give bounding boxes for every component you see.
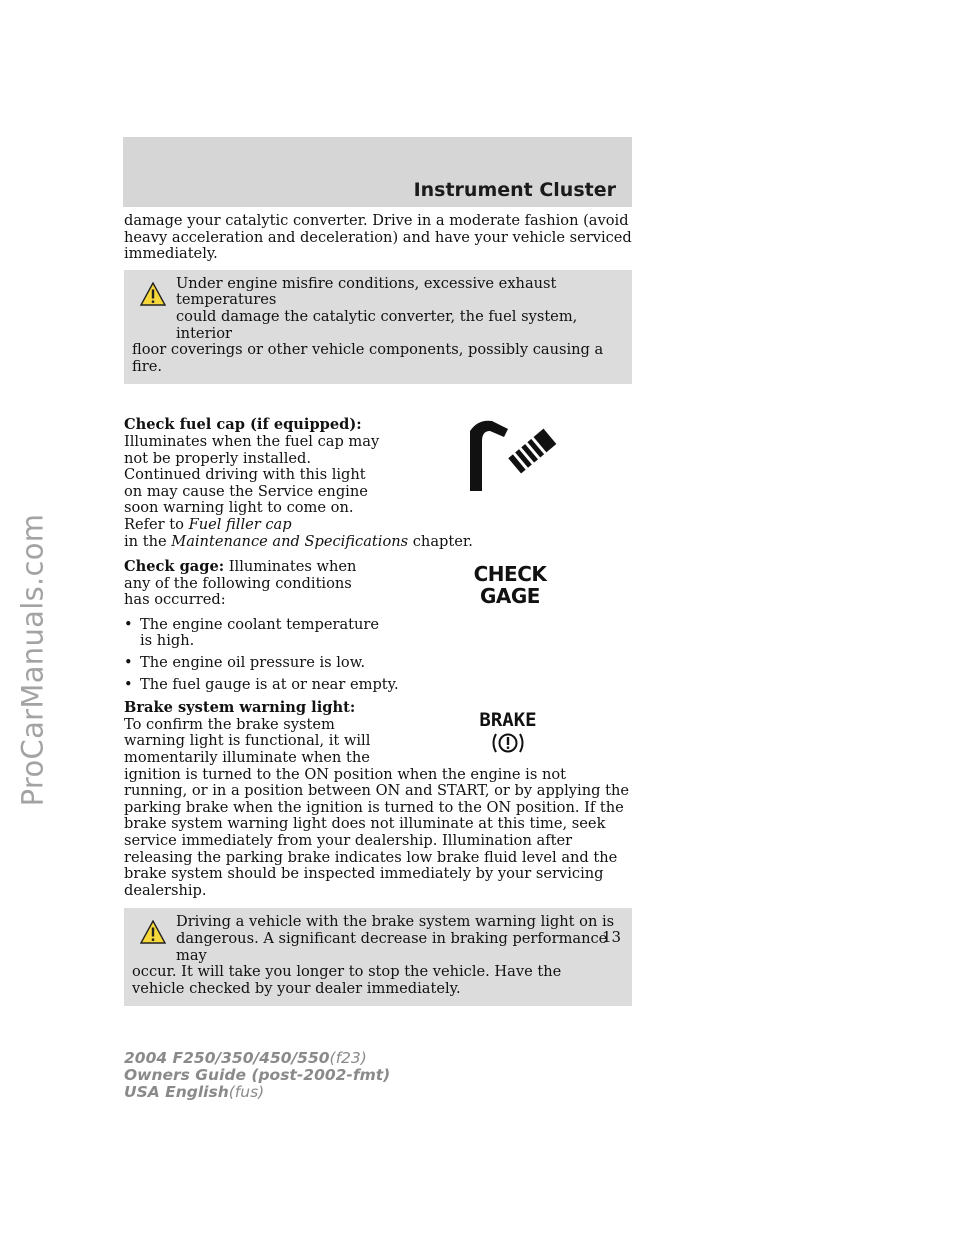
fuel-cap-paragraph [124, 417, 382, 533]
footer-guide: Owners Guide (post-2002-fmt) [124, 1066, 391, 1084]
bullet-text: The engine oil pressure is low. [140, 654, 366, 672]
warning-box-misfire [124, 270, 632, 385]
header-band [123, 137, 632, 207]
footer-language-code: (fus) [228, 1083, 265, 1101]
footer-model: 2004 F250/350/450/550 [124, 1049, 330, 1067]
fuel-cap-ref-line [124, 534, 632, 551]
warning2-line2: dangerous. A significant decrease in braking performance may [176, 929, 608, 964]
check-gage-paragraph [124, 559, 374, 609]
check-gage-icon-line1: CHECK [473, 562, 547, 587]
fuel-cap-mid: in the [124, 532, 172, 550]
check-gage-text: Illuminates when any of the following conditions has occurred: [124, 558, 357, 609]
side-watermark [2, 380, 62, 940]
footer [124, 1050, 390, 1101]
bullet-text: The engine coolant temperature is high. [140, 615, 380, 650]
intro-paragraph: damage your catalytic converter. Drive in a moderate fashion (avoid heavy acceleration and deceleration) and have your vehicle serviced immediately. [124, 212, 632, 263]
fuel-cap-ref2: Maintenance and Specifications [171, 532, 409, 550]
check-gage-section [124, 559, 632, 693]
warning1-rest: floor coverings or other vehicle components, possibly causing a fire. [132, 341, 604, 375]
warning2-line1: Driving a vehicle with the brake system warning light on is [176, 913, 615, 931]
brake-text-wrapped: To confirm the brake system warning light is functional, it will momentarily illuminate when the [124, 715, 371, 767]
page-title: Instrument Cluster [413, 179, 616, 201]
brake-icon-label: BRAKE [479, 709, 537, 732]
page-content [124, 213, 632, 1006]
watermark-text: ProCarManuals.com [15, 513, 50, 807]
footer-model-code: (f23) [329, 1049, 367, 1067]
fuel-cap-end: chapter. [408, 532, 473, 550]
bullet-text: The fuel gauge is at or near empty. [140, 675, 399, 693]
warning-box-brake [124, 908, 632, 1006]
bullet-item: • The engine oil pressure is low. [124, 654, 366, 672]
fuel-cap-heading: Check fuel cap (if equipped): [124, 416, 362, 434]
footer-language: USA English [124, 1083, 229, 1101]
brake-section [124, 700, 632, 899]
bullet-item: • The fuel gauge is at or near empty. [124, 675, 399, 693]
brake-paragraph-wrapped [124, 700, 376, 766]
page-number: 13 [602, 928, 622, 946]
warning2-rest: occur. It will take you longer to stop the vehicle. Have the vehicle checked by your dealer immediately. [132, 963, 562, 997]
check-gage-heading: Check gage: [124, 558, 225, 576]
brake-warning-icon [476, 710, 540, 755]
check-gage-icon-line2: GAGE [480, 584, 540, 609]
fuel-cap-ref1: Fuel filler cap [188, 515, 292, 533]
check-gage-icon [470, 563, 550, 607]
fuel-cap-section [124, 417, 632, 550]
warning-triangle-icon [140, 282, 166, 306]
warning-triangle-icon [140, 920, 166, 944]
brake-paragraph-rest: ignition is turned to the ON position when the engine is not running, or in a position between ON and START, or by applying the parking brake when the ignition is turned to the ON position. If the brake system warning light does not illuminate at this time, seek service immediately from your dealership. Illumination after releasing the parking brake indicates low brake fluid level and the brake system should be inspected immediately by your servicing dealership. [124, 765, 629, 899]
warning1-line1: Under engine misfire conditions, excessive exhaust temperatures [176, 274, 557, 309]
brake-heading: Brake system warning light: [124, 699, 356, 717]
bullet-item: • The engine coolant temperature is high. [124, 615, 380, 650]
footer-line1 [124, 1050, 390, 1067]
warning1-line2: could damage the catalytic converter, the fuel system, interior [176, 307, 578, 342]
fuel-cap-icon [464, 417, 564, 497]
brake-exclamation-icon [488, 731, 528, 755]
fuel-cap-text: Illuminates when the fuel cap may not be properly installed. Continued driving with this light on may cause the Service engine soon warning light to come on. Refer to [124, 432, 380, 533]
footer-line3 [124, 1084, 390, 1101]
